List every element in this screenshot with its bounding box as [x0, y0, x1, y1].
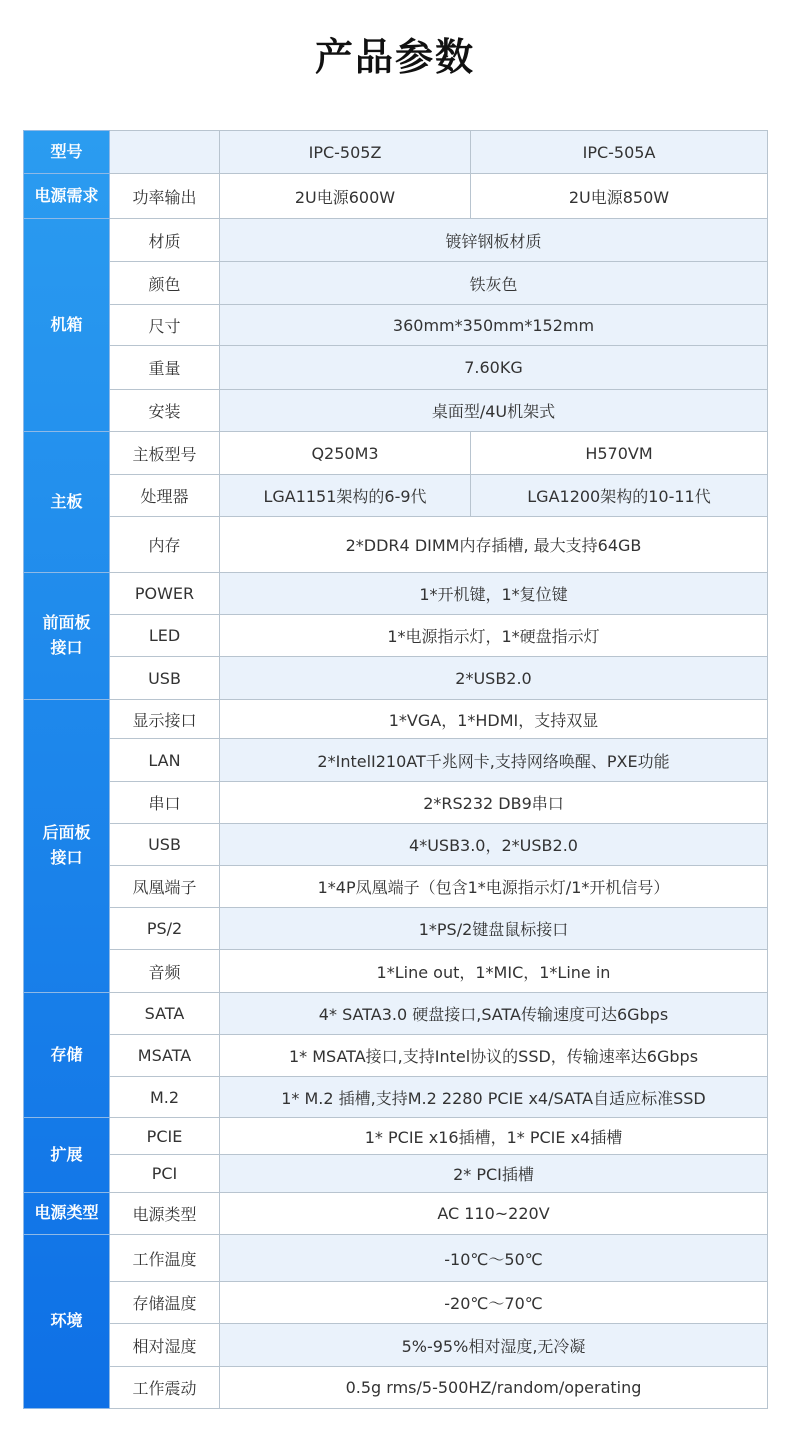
spec-table: [23, 130, 768, 1409]
row-value: 360mm*350mm*152mm: [220, 305, 768, 346]
row-value: 2* PCI插槽: [220, 1155, 768, 1193]
table-row: [24, 1035, 768, 1077]
row-label: LAN: [110, 739, 220, 782]
row-value: 1*开机键，1*复位键: [220, 573, 768, 615]
row-value: 4*USB3.0，2*USB2.0: [220, 824, 768, 866]
row-label: PS/2: [110, 908, 220, 950]
category-chassis: 机箱: [24, 219, 110, 432]
row-label: PCI: [110, 1155, 220, 1193]
table-row: [24, 1324, 768, 1367]
row-label: 工作温度: [110, 1235, 220, 1282]
table-row: [24, 1282, 768, 1324]
table-row: [24, 782, 768, 824]
header-empty-cell: [110, 131, 220, 174]
row-value: 2*IntelI210AT千兆网卡,支持网络唤醒、PXE功能: [220, 739, 768, 782]
row-label: LED: [110, 615, 220, 657]
row-label: USB: [110, 824, 220, 866]
table-row: [24, 700, 768, 739]
category-rear-panel: 后面板 接口: [24, 700, 110, 993]
row-value: 镀锌钢板材质: [220, 219, 768, 262]
model-ipc-505z: IPC-505Z: [220, 131, 471, 174]
row-value: 4* SATA3.0 硬盘接口,SATA传输速度可达6Gbps: [220, 993, 768, 1035]
row-label: 串口: [110, 782, 220, 824]
table-row: [24, 615, 768, 657]
row-label: PCIE: [110, 1118, 220, 1155]
category-model: 型号: [24, 131, 110, 174]
table-row: [24, 1118, 768, 1155]
category-power-type: 电源类型: [24, 1193, 110, 1235]
row-value: 1* PCIE x16插槽，1* PCIE x4插槽: [220, 1118, 768, 1155]
row-value: 2*RS232 DB9串口: [220, 782, 768, 824]
table-row: [24, 993, 768, 1035]
table-row: [24, 305, 768, 346]
row-value: 1*Line out，1*MIC，1*Line in: [220, 950, 768, 993]
row-label: 重量: [110, 346, 220, 390]
row-value: 1*4P凤凰端子（包含1*电源指示灯/1*开机信号）: [220, 866, 768, 908]
row-value: 2U电源600W: [220, 174, 471, 219]
row-label: 主板型号: [110, 432, 220, 475]
row-label: USB: [110, 657, 220, 700]
table-row: [24, 1193, 768, 1235]
table-row: [24, 739, 768, 782]
table-row: [24, 346, 768, 390]
row-label: 存储温度: [110, 1282, 220, 1324]
table-row: [24, 1077, 768, 1118]
table-row: [24, 824, 768, 866]
row-label: POWER: [110, 573, 220, 615]
table-row: [24, 432, 768, 475]
table-row: [24, 390, 768, 432]
table-row: [24, 475, 768, 517]
row-value: -10℃～50℃: [220, 1235, 768, 1282]
row-value: 桌面型/4U机架式: [220, 390, 768, 432]
row-value: -20℃～70℃: [220, 1282, 768, 1324]
table-row: [24, 866, 768, 908]
row-label: 显示接口: [110, 700, 220, 739]
row-value: 1* M.2 插槽,支持M.2 2280 PCIE x4/SATA自适应标准SSD: [220, 1077, 768, 1118]
category-storage: 存储: [24, 993, 110, 1118]
row-value: 7.60KG: [220, 346, 768, 390]
row-label: M.2: [110, 1077, 220, 1118]
table-row: [24, 573, 768, 615]
row-value: H570VM: [471, 432, 768, 475]
model-ipc-505a: IPC-505A: [471, 131, 768, 174]
row-value: 2U电源850W: [471, 174, 768, 219]
table-row: [24, 950, 768, 993]
row-value: 2*USB2.0: [220, 657, 768, 700]
category-environment: 环境: [24, 1235, 110, 1409]
category-motherboard: 主板: [24, 432, 110, 573]
row-value: 1* MSATA接口,支持Intel协议的SSD，传输速率达6Gbps: [220, 1035, 768, 1077]
row-label: 尺寸: [110, 305, 220, 346]
row-label: 功率输出: [110, 174, 220, 219]
row-label: 工作震动: [110, 1367, 220, 1409]
table-row: [24, 219, 768, 262]
row-label: 处理器: [110, 475, 220, 517]
row-value: LGA1200架构的10-11代: [471, 475, 768, 517]
row-value: 1*电源指示灯，1*硬盘指示灯: [220, 615, 768, 657]
row-value: LGA1151架构的6-9代: [220, 475, 471, 517]
row-label: 颜色: [110, 262, 220, 305]
table-row: [24, 657, 768, 700]
row-label: MSATA: [110, 1035, 220, 1077]
row-label: 安装: [110, 390, 220, 432]
page-title: 产品参数: [314, 35, 475, 79]
row-label: 材质: [110, 219, 220, 262]
table-row: [24, 1155, 768, 1193]
row-value: 铁灰色: [220, 262, 768, 305]
row-label: 凤凰端子: [110, 866, 220, 908]
row-value: 5%-95%相对湿度,无冷凝: [220, 1324, 768, 1367]
table-row: [24, 517, 768, 573]
row-label: 相对湿度: [110, 1324, 220, 1367]
category-power-demand: 电源需求: [24, 174, 110, 219]
category-front-panel: 前面板 接口: [24, 573, 110, 700]
row-value: AC 110~220V: [220, 1193, 768, 1235]
row-label: 音频: [110, 950, 220, 993]
row-value: 1*PS/2键盘鼠标接口: [220, 908, 768, 950]
row-value: 1*VGA，1*HDMI，支持双显: [220, 700, 768, 739]
row-label: SATA: [110, 993, 220, 1035]
row-value: 0.5g rms/5-500HZ/random/operating: [220, 1367, 768, 1409]
table-row: [24, 1235, 768, 1282]
table-row: [24, 908, 768, 950]
table-row-model: [24, 131, 768, 174]
category-expansion: 扩展: [24, 1118, 110, 1193]
row-label: 电源类型: [110, 1193, 220, 1235]
row-value: Q250M3: [220, 432, 471, 475]
table-row-power-output: [24, 174, 768, 219]
row-value: 2*DDR4 DIMM内存插槽, 最大支持64GB: [220, 517, 768, 573]
table-row: [24, 1367, 768, 1409]
row-label: 内存: [110, 517, 220, 573]
table-row: [24, 262, 768, 305]
